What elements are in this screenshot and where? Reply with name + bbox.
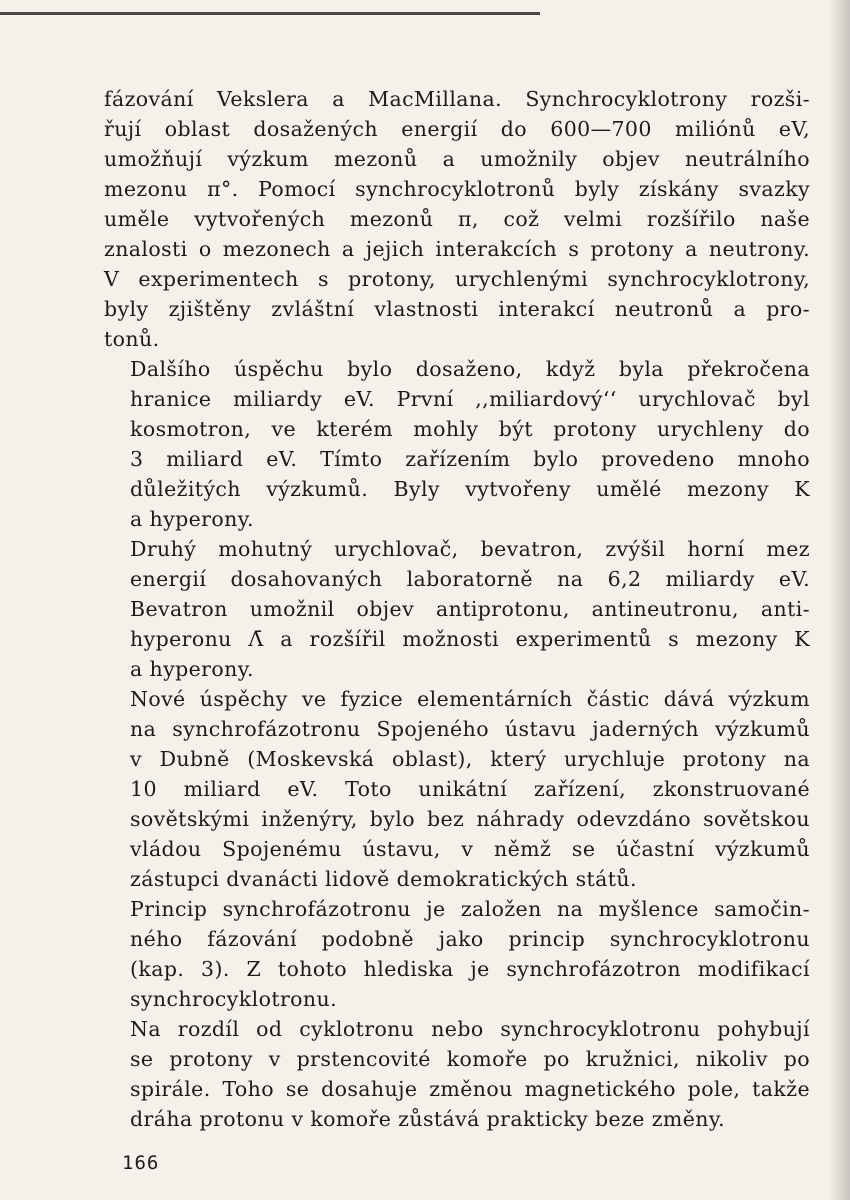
gutter-shadow [828, 0, 850, 1200]
text-line: mezonu π°. Pomocí synchrocyklotronů byly získány svazky [104, 177, 810, 201]
paragraph-6 [104, 1014, 810, 1134]
text-line: 3 miliard eV. Tímto zařízením bylo provedeno mnoho [130, 447, 810, 471]
text-line: Na rozdíl od cyklotronu nebo synchrocyklotronu pohybují [130, 1017, 810, 1041]
paragraph-4 [104, 684, 810, 894]
top-rule [0, 12, 540, 15]
text-line: Dalšího úspěchu bylo dosaženo, když byla překročena [130, 357, 810, 381]
text-line: znalosti o mezonech a jejich interakcích s protony a neutrony. [104, 237, 810, 261]
text-line: sovětskými inženýry, bylo bez náhrady odevzdáno sovětskou [130, 807, 810, 831]
text-line: synchrocyklotronu. [130, 987, 338, 1011]
text-line: vládou Spojenému ústavu, v němž se účastní výzkumů [130, 837, 810, 861]
text-line: hranice miliardy eV. První ,,miliardový‘‘ urychlovač byl [130, 387, 810, 411]
text-line: umožňují výzkum mezonů a umožnily objev neutrálního [104, 147, 810, 171]
text-line: se protony v prstencovité komoře po kružnici, nikoliv po [130, 1047, 810, 1071]
text-line: fázování Vekslera a MacMillana. Synchrocyklotrony rozši- [104, 87, 810, 111]
text-line: uměle vytvořených mezonů π, což velmi rozšířilo naše [104, 207, 810, 231]
text-line: důležitých výzkumů. Byly vytvořeny umělé mezony K [130, 477, 810, 501]
paragraph-1 [104, 84, 810, 354]
text-line: 10 miliard eV. Toto unikátní zařízení, zkonstruované [130, 777, 810, 801]
text-line: (kap. 3). Z tohoto hlediska je synchrofázotron modifikací [130, 957, 810, 981]
text-line: dráha protonu v komoře zůstává prakticky beze změny. [130, 1107, 726, 1131]
text-line: Nové úspěchy ve fyzice elementárních částic dává výzkum [130, 687, 810, 711]
page-body [104, 84, 810, 1134]
text-line: a hyperony. [130, 657, 254, 681]
paragraph-3 [104, 534, 810, 684]
text-line: byly zjištěny zvláštní vlastnosti interakcí neutronů a pro- [104, 297, 810, 321]
text-line: spirále. Toho se dosahuje změnou magnetického pole, takže [130, 1077, 810, 1101]
text-line: tonů. [104, 327, 160, 351]
text-line: řují oblast dosažených energií do 600—700 miliónů eV, [104, 117, 810, 141]
text-line: na synchrofázotronu Spojeného ústavu jaderných výzkumů [130, 717, 810, 741]
text-line: zástupci dvanácti lidově demokratických států. [130, 867, 637, 891]
text-line: a hyperony. [130, 507, 254, 531]
text-line: ného fázování podobně jako princip synchrocyklotronu [130, 927, 810, 951]
text-line: hyperonu Λ̄ a rozšířil možnosti experimentů s mezony K [130, 627, 810, 651]
paragraph-5 [104, 894, 810, 1014]
text-line: V experimentech s protony, urychlenými synchrocyklotrony, [104, 267, 810, 291]
text-line: Princip synchrofázotronu je založen na myšlence samočin- [130, 897, 810, 921]
text-line: kosmotron, ve kterém mohly být protony urychleny do [130, 417, 810, 441]
paragraph-2 [104, 354, 810, 534]
text-line: energií dosahovaných laboratorně na 6,2 miliardy eV. [130, 567, 810, 591]
text-line: Bevatron umožnil objev antiprotonu, antineutronu, anti- [130, 597, 810, 621]
page-number: 166 [122, 1152, 160, 1174]
text-line: Druhý mohutný urychlovač, bevatron, zvýšil horní mez [130, 537, 810, 561]
text-line: v Dubně (Moskevská oblast), který urychluje protony na [130, 747, 810, 771]
